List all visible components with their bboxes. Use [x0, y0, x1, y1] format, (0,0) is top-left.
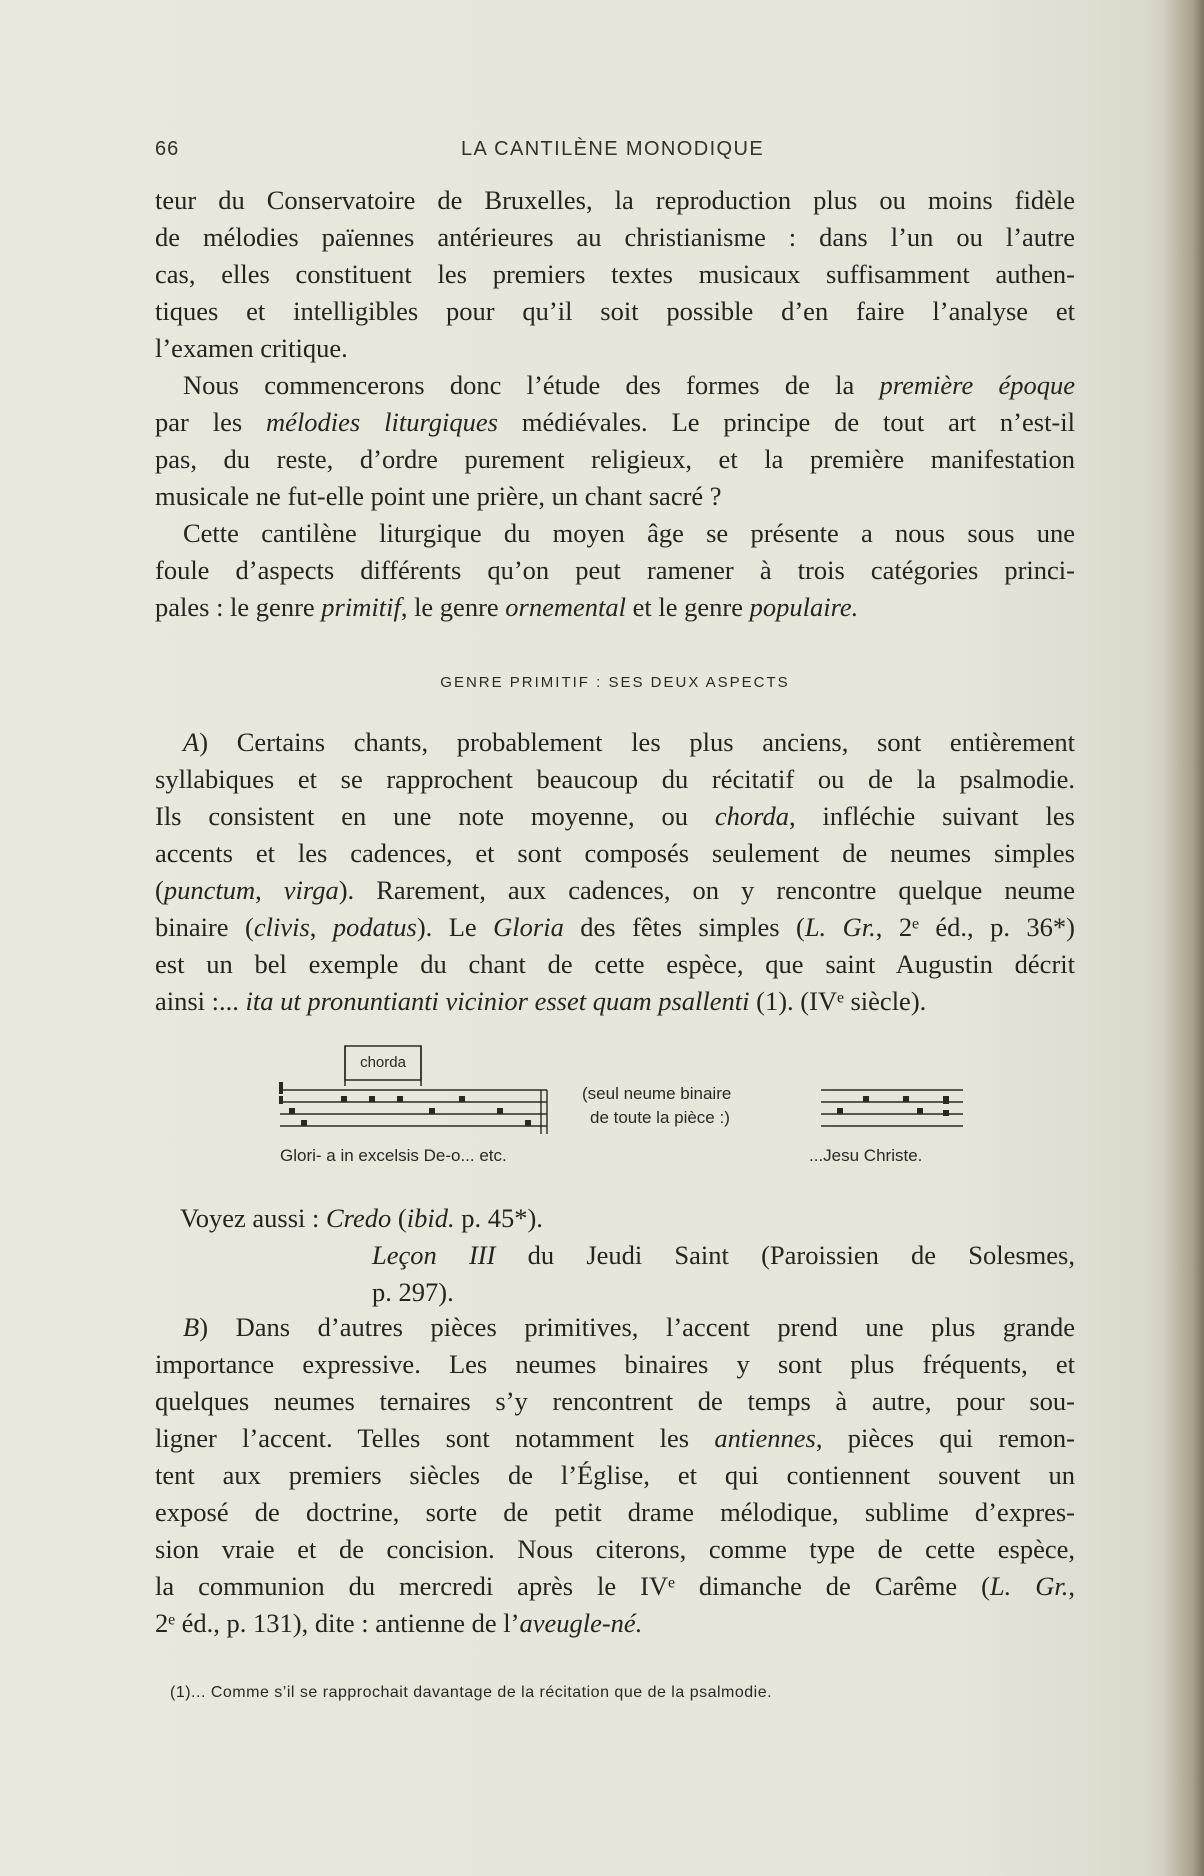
text-line: pas, du reste, d’ordre purement religieux, et la première manifestation	[155, 444, 1075, 474]
text-line: de mélodies païennes antérieures au christianisme : dans l’un ou l’autre	[155, 222, 1075, 252]
lyrics-left: Glori- a in excelsis De-o... etc.	[280, 1146, 507, 1165]
latin-quote: ita ut pronuntianti vicinior esset quam psallenti	[245, 986, 750, 1016]
text-line: teur du Conservatoire de Bruxelles, la reproduction plus ou moins fidèle	[155, 185, 1075, 215]
text-line: syllabiques et se rapprochent beaucoup du récitatif ou de la psalmodie.	[155, 764, 1075, 794]
page-edge-shadow	[1164, 0, 1204, 1876]
lyrics-right: ...Jesu Christe.	[809, 1146, 923, 1165]
text-line: musicale ne fut-elle point une prière, un chant sacré ?	[155, 481, 722, 511]
emphasis: primitif	[321, 592, 401, 622]
neume-note-line-1: (seul neume binaire	[582, 1084, 732, 1103]
neume-note-line-2: de toute la pièce :)	[590, 1108, 730, 1127]
text-line: Leçon III du Jeudi Saint (Paroissien de Solesmes,	[372, 1240, 1075, 1270]
text-line: Ils consistent en une note moyenne, ou chorda, infléchie suivant les	[155, 801, 1075, 831]
text-line: quelques neumes ternaires s’y rencontrent de temps à autre, pour sou-	[155, 1386, 1075, 1416]
text-line: l’examen critique.	[155, 333, 348, 363]
text-line: B) Dans d’autres pièces primitives, l’accent prend une plus grande	[183, 1312, 1075, 1342]
text-line: exposé de doctrine, sorte de petit drame mélodique, sublime d’expres-	[155, 1497, 1075, 1527]
text-line: ainsi :... ita ut pronuntianti vicinior esset quam psallenti (1). (IVᵉ siècle).	[155, 986, 927, 1016]
text-line: A) Certains chants, probablement les plus anciens, sont entièrement	[183, 727, 1075, 757]
text-block-top	[155, 182, 1075, 626]
notes-right	[837, 1096, 949, 1116]
text-line: importance expressive. Les neumes binaires y sont plus fréquents, et	[155, 1349, 1075, 1379]
text-line: binaire (clivis, podatus). Le Gloria des fêtes simples (L. Gr., 2ᵉ éd., p. 36*)	[155, 912, 1075, 942]
text-line: (punctum, virga). Rarement, aux cadences, on y rencontre quelque neume	[155, 875, 1075, 905]
text-line: est un bel exemple du chant de cette espèce, que saint Augustin décrit	[155, 949, 1075, 979]
emphasis: populaire.	[749, 592, 859, 622]
staff-left	[280, 1090, 547, 1134]
text-line: pales : le genre primitif, le genre ornemental et le genre populaire.	[155, 592, 859, 622]
text-block-b	[155, 1309, 1075, 1642]
text-block-a	[155, 724, 1075, 1020]
see-also-block	[180, 1200, 1075, 1311]
text-line: foule d’aspects différents qu’on peut ramener à trois catégories princi-	[155, 555, 1075, 585]
music-example	[275, 1038, 975, 1178]
text-line: ligner l’accent. Telles sont notamment les antiennes, pièces qui remon-	[155, 1423, 1075, 1453]
text-line: 2ᵉ éd., p. 131), dite : antienne de l’aveugle-né.	[155, 1608, 643, 1638]
text-line: Voyez aussi : Credo (ibid. p. 45*).	[180, 1203, 543, 1233]
paragraph-a	[155, 724, 1075, 1020]
text-line: tiques et intelligibles pour qu’il soit possible d’en faire l’analyse et	[155, 296, 1075, 326]
running-header	[155, 138, 1085, 166]
chorda-label: chorda	[360, 1054, 406, 1071]
text-line: accents et les cadences, et sont composés seulement de neumes simples	[155, 838, 1075, 868]
paragraph-1	[155, 182, 1075, 367]
text-line: Nous commencerons donc l’étude des formes de la première époque	[183, 370, 1075, 400]
emphasis: ornemental	[505, 592, 626, 622]
text-line: cas, elles constituent les premiers textes musicaux suffisamment authen-	[155, 259, 1075, 289]
text-line: p. 297).	[372, 1277, 454, 1307]
text-line: Cette cantilène liturgique du moyen âge se présente a nous sous une	[183, 518, 1075, 548]
paragraph-b	[155, 1309, 1075, 1642]
paragraph-2	[155, 367, 1075, 515]
notes-left	[289, 1096, 531, 1126]
paragraph-3	[155, 515, 1075, 626]
page-number: 66	[155, 138, 180, 160]
section-heading: GENRE PRIMITIF : SES DEUX ASPECTS	[440, 674, 790, 691]
emphasis: chorda	[714, 801, 789, 831]
footnote: (1)... Comme s’il se rapprochait davantage de la récitation que de la psalmodie.	[170, 1684, 773, 1701]
section-letter: A	[183, 727, 200, 757]
emphasis: première époque	[879, 370, 1075, 400]
clef-mark	[279, 1082, 283, 1094]
text-line: sion vraie et de concision. Nous citerons, comme type de cette espèce,	[155, 1534, 1075, 1564]
text-line: par les mélodies liturgiques médiévales. Le principe de tout art n’est-il	[155, 407, 1075, 437]
section-letter: B	[183, 1312, 200, 1342]
text-line: tent aux premiers siècles de l’Église, et qui contiennent souvent un	[155, 1460, 1075, 1490]
running-title: LA CANTILÈNE MONODIQUE	[461, 138, 765, 160]
emphasis: mélodies liturgiques	[266, 407, 498, 437]
text-line: la communion du mercredi après le IVᵉ dimanche de Carême (L. Gr.,	[155, 1571, 1075, 1601]
